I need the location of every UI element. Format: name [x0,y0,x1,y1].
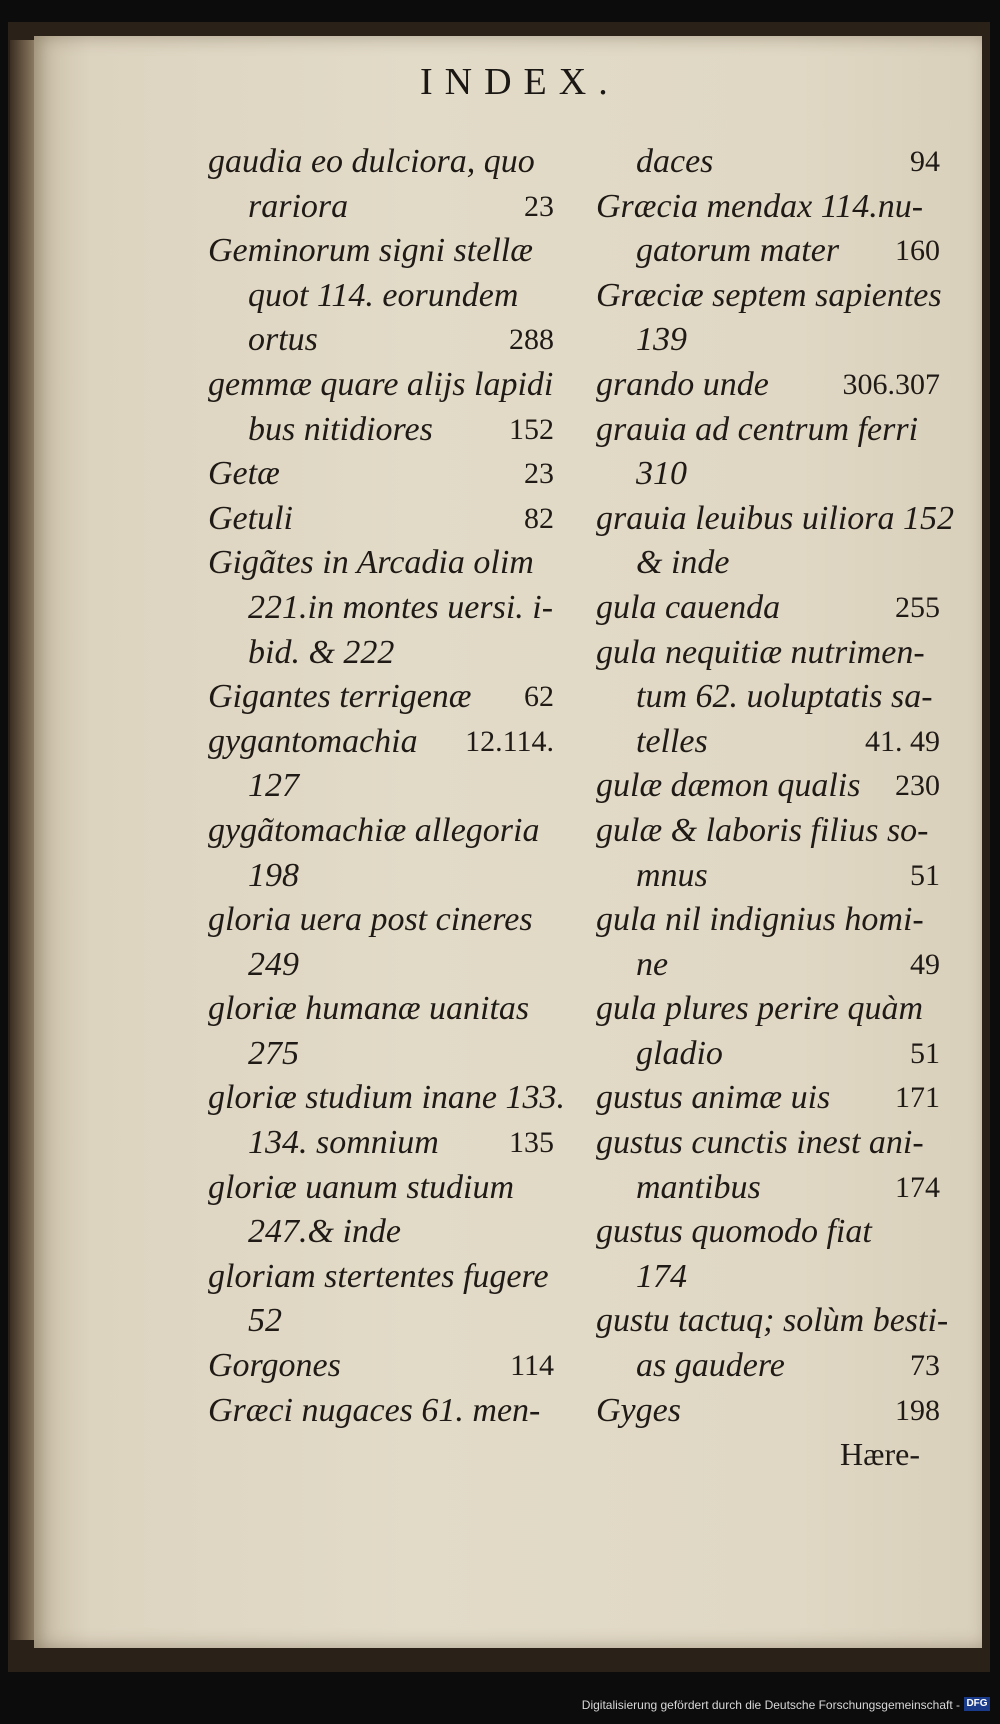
index-entry-text: bus nitidiores [248,410,433,448]
index-entry-text: grauia ad centrum ferri [596,410,919,448]
index-entry [596,1255,940,1300]
index-entry-page: 41. 49 [865,724,940,758]
index-entry [596,1389,940,1434]
index-entry-text: rariora [248,187,349,225]
index-entry [208,1076,566,1121]
index-entry [596,764,940,809]
index-entry-page: 82 [524,501,554,535]
index-entry-page: 51 [910,1036,940,1070]
index-entry-page: 12.114. [465,724,554,758]
index-entry-text: gustus cunctis inest ani- [596,1124,924,1162]
index-entry-text: as gaudere [636,1347,785,1385]
index-entry-page: 255 [895,590,940,624]
index-entry-text: gemmæ quare alijs lapidi [208,365,554,403]
index-entry-text: Getæ [208,455,280,493]
index-entry-text: 127 [248,767,299,805]
index-entry-page: 62 [524,680,554,714]
index-entry [208,229,554,274]
index-entry [208,1032,554,1077]
index-entry [596,987,940,1032]
index-entry [596,1166,940,1211]
index-entry [208,987,554,1032]
index-entry [208,675,554,720]
index-entry-text: 275 [248,1034,299,1072]
book-edge [10,40,34,1640]
index-entry [208,140,554,185]
index-entry [208,1210,554,1255]
index-entry-page: 306.307 [842,367,940,401]
index-entry [208,185,554,230]
index-column-right [596,140,954,1433]
index-entry-text: gloriæ humanæ uanitas [208,990,530,1028]
index-entry [208,1299,554,1344]
index-entry [208,1121,554,1166]
index-entry-text: gladio [636,1034,723,1072]
catchword: Hære- [840,1436,920,1472]
index-entry-text: 134. somnium [248,1124,439,1162]
digitization-credit: Digitalisierung gefördert durch die Deutsche Forschungsgemeinschaft - [581,1698,960,1712]
index-entry-text: mnus [636,856,708,894]
index-entry-text: Gigãtes in Arcadia olim [208,544,534,582]
index-entry-page: 51 [910,858,940,892]
index-entry-page: 198 [895,1393,940,1427]
index-entry-page: 171 [895,1081,940,1115]
index-entry-text: gloriæ uanum studium [208,1168,515,1206]
index-column-left [208,140,566,1433]
index-entry-text: Græci nugaces 61. men- [208,1391,541,1429]
index-entry-text: gula nequitiæ nutrimen- [596,633,925,671]
index-entry [596,854,940,899]
index-entry-text: ortus [248,321,318,359]
index-entry [208,586,554,631]
index-entry-text: Geminorum signi stellæ [208,232,533,270]
index-entry-text: gygantomachia [208,722,418,760]
index-entry-text: ne [636,945,669,983]
index-entry-page: 114 [510,1349,554,1383]
index-entry-text: & inde [636,544,730,582]
index-entry-text: bid. & 222 [248,633,395,671]
index-entry-text: gygãtomachiæ allegoria [208,811,540,849]
index-entry-page: 73 [910,1349,940,1383]
index-entry [596,452,940,497]
index-entry [596,541,940,586]
index-entry-text: gaudia eo dulciora, quo [208,143,535,180]
index-entry [208,452,554,497]
index-entry-text: grando unde [596,365,769,403]
index-entry-text: gula plures perire quàm [596,990,924,1028]
index-entry-text: gustu tactuq; solùm besti- [596,1302,949,1340]
index-entry-page: 23 [524,189,554,223]
index-entry [208,274,554,319]
index-entry-text: gloriam stertentes fugere [208,1257,549,1295]
index-entry-page: 23 [524,457,554,491]
index-entry-text: Gyges [596,1391,681,1429]
index-entry-text: Græciæ septem sapientes [596,276,942,314]
index-entry [208,497,554,542]
index-entry [596,586,940,631]
index-entry [208,854,554,899]
index-entry-text: tum 62. uoluptatis sa- [636,678,933,716]
index-entry [596,408,940,453]
index-entry-text: gatorum mater [636,232,840,270]
index-entry-text: gulæ & laboris filius so- [596,811,929,849]
index-entry-page: 94 [910,145,940,178]
index-entry [208,1166,554,1211]
index-entry-text: 247.& inde [248,1213,401,1251]
index-entry-page: 174 [895,1170,940,1204]
index-entry-text: 174 [636,1257,687,1295]
index-entry [596,1210,940,1255]
index-entry [208,898,554,943]
index-entry-page: 160 [895,234,940,268]
index-entry-text: telles [636,722,708,760]
index-entry-text: 139 [636,321,687,359]
index-entry [208,408,554,453]
index-entry [596,1344,940,1389]
index-entry [596,185,940,230]
index-entry [596,497,954,542]
index-entry-text: Getuli [208,499,293,537]
index-entry-page: 152 [509,412,554,446]
index-entry [208,720,554,765]
index-entry [208,318,554,363]
index-entry-text: gustus animæ uis [596,1079,831,1117]
index-entry [596,675,940,720]
index-entry-page: 135 [509,1126,554,1160]
index-entry [596,140,940,185]
index-entry-page: 288 [509,323,554,357]
index-entry [208,541,554,586]
index-entry [596,318,940,363]
index-entry [208,809,554,854]
index-entry [596,809,940,854]
index-entry [596,1121,940,1166]
index-entry [208,1389,554,1434]
index-entry-text: Græcia mendax 114.nu- [596,187,924,225]
index-entry [208,1255,554,1300]
page-header: INDEX. [420,61,620,103]
index-entry [596,1032,940,1077]
index-entry [596,1299,949,1344]
index-entry-text: gloria uera post cineres [208,901,533,939]
index-entry [596,631,940,676]
index-entry-page: 49 [910,947,940,981]
index-entry-text: gula cauenda [596,588,781,626]
index-entry [596,898,940,943]
index-entry [596,943,940,988]
index-entry-text: daces [636,143,714,180]
index-entry-text: Gorgones [208,1347,341,1385]
index-entry-text: 221.in montes uersi. i- [248,588,554,626]
index-entry [208,1344,554,1389]
index-entry-text: 310 [636,455,687,493]
index-entry [208,943,554,988]
dfg-logo: DFG [964,1697,990,1711]
index-entry [596,274,940,319]
index-entry [596,229,940,274]
index-entry-text: gustus quomodo fiat [596,1213,872,1251]
index-entry-text: 52 [248,1302,282,1340]
index-entry [596,363,940,408]
index-entry [596,1076,940,1121]
index-entry-text: mantibus [636,1168,761,1206]
index-entry-text: 198 [248,856,299,894]
index-entry-text: Gigantes terrigenæ [208,678,472,716]
index-entry [208,363,554,408]
index-entry-text: gulæ dæmon qualis [596,767,861,805]
index-entry-text: grauia leuibus uiliora 152 [596,499,954,537]
index-entry-page: 230 [895,769,940,803]
index-entry [596,720,940,765]
index-entry [208,764,554,809]
index-entry-text: gula nil indignius homi- [596,901,924,939]
index-entry-text: 249 [248,945,299,983]
index-entry-text: gloriæ studium inane 133. [208,1079,566,1117]
index-entry-text: quot 114. eorundem [248,276,519,314]
index-entry [208,631,554,676]
